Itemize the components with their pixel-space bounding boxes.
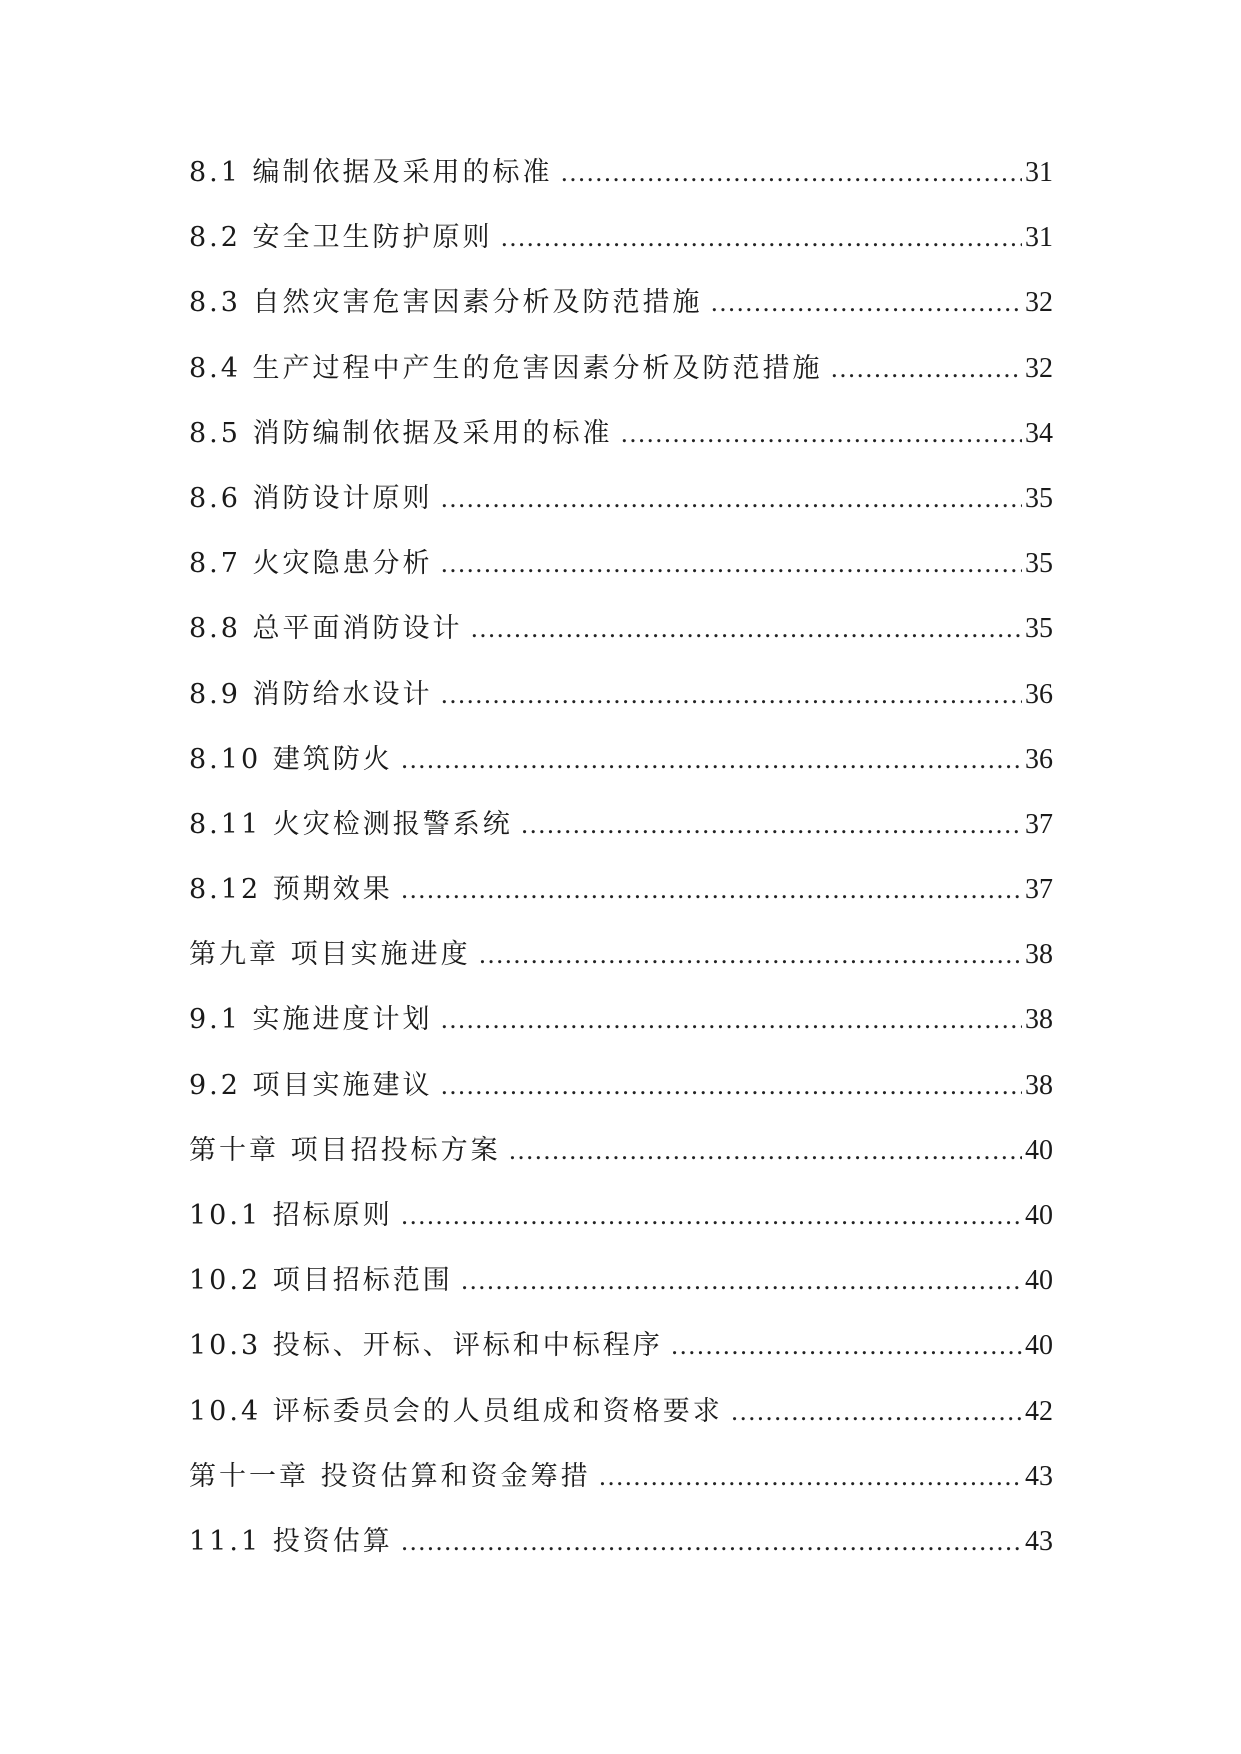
toc-dot-leader	[441, 1067, 1022, 1105]
toc-entry[interactable]	[189, 610, 1053, 675]
toc-page-number: 36	[1025, 678, 1053, 710]
toc-entry[interactable]	[189, 741, 1053, 806]
toc-entry-title: 8.7 火灾隐患分析	[189, 548, 433, 580]
toc-entry-title: 第九章 项目实施进度	[189, 939, 471, 971]
toc-entry[interactable]	[189, 806, 1053, 871]
toc-page-number: 40	[1025, 1200, 1053, 1231]
toc-dot-leader	[711, 284, 1022, 322]
toc-entry-title: 8.5 消防编制依据及采用的标准	[189, 417, 613, 449]
toc-entry-title: 9.2 项目实施建议	[189, 1069, 433, 1101]
toc-dot-leader	[461, 1262, 1022, 1300]
toc-page-number: 37	[1025, 808, 1053, 840]
toc-entry-title: 8.11 火灾检测报警系统	[189, 808, 513, 840]
toc-dot-leader	[401, 871, 1022, 909]
toc-page-number: 38	[1025, 1069, 1053, 1101]
toc-page-number: 31	[1025, 222, 1053, 254]
toc-entry-title: 10.3 投标、开标、评标和中标程序	[189, 1330, 663, 1362]
toc-dot-leader	[731, 1393, 1022, 1431]
toc-entry[interactable]	[189, 219, 1053, 284]
toc-entry[interactable]	[189, 284, 1053, 349]
toc-dot-leader	[441, 545, 1022, 583]
toc-entry-title: 8.9 消防给水设计	[189, 678, 433, 710]
toc-entry-title: 8.6 消防设计原则	[189, 482, 433, 514]
toc-page-number: 32	[1025, 352, 1053, 384]
toc-entry-title: 11.1 投资估算	[189, 1525, 393, 1557]
toc-page-number: 43	[1025, 1525, 1053, 1557]
toc-page-number: 36	[1025, 743, 1053, 775]
toc-dot-leader	[401, 1197, 1022, 1235]
toc-page-number: 38	[1025, 1004, 1053, 1036]
toc-dot-leader	[521, 806, 1022, 844]
toc-entry[interactable]	[189, 350, 1053, 415]
toc-page-number: 43	[1025, 1460, 1053, 1492]
toc-entry-title: 8.8 总平面消防设计	[189, 613, 463, 645]
toc-entry-title: 10.2 项目招标范围	[189, 1265, 453, 1297]
toc-entry[interactable]	[189, 1327, 1053, 1392]
toc-page-number: 35	[1025, 482, 1053, 514]
toc-entry[interactable]	[189, 1067, 1053, 1132]
toc-entry-title: 8.10 建筑防火	[189, 743, 393, 775]
table-of-contents	[189, 154, 1053, 1588]
toc-entry[interactable]	[189, 545, 1053, 610]
toc-entry[interactable]	[189, 676, 1053, 741]
toc-entry-title: 10.1 招标原则	[189, 1200, 393, 1231]
toc-entry[interactable]	[189, 415, 1053, 480]
toc-entry[interactable]	[189, 154, 1053, 219]
toc-page-number: 35	[1025, 613, 1053, 645]
toc-entry[interactable]	[189, 1132, 1053, 1197]
toc-entry[interactable]	[189, 1393, 1053, 1458]
toc-dot-leader	[599, 1458, 1022, 1496]
toc-page-number: 34	[1025, 417, 1053, 449]
toc-page-number: 40	[1025, 1265, 1053, 1297]
toc-page-number: 32	[1025, 287, 1053, 319]
toc-entry-title: 9.1 实施进度计划	[189, 1004, 433, 1036]
toc-dot-leader	[561, 154, 1022, 192]
toc-entry-title: 8.2 安全卫生防护原则	[189, 222, 493, 254]
toc-entry-title: 8.3 自然灾害危害因素分析及防范措施	[189, 287, 703, 319]
toc-entry-title: 8.1 编制依据及采用的标准	[189, 157, 553, 188]
toc-dot-leader	[671, 1327, 1022, 1365]
toc-entry[interactable]	[189, 1458, 1053, 1523]
toc-page-number: 40	[1025, 1134, 1053, 1166]
toc-page-number: 37	[1025, 874, 1053, 906]
toc-page-number: 31	[1025, 157, 1053, 188]
toc-dot-leader	[471, 610, 1022, 648]
toc-dot-leader	[401, 1523, 1022, 1561]
toc-dot-leader	[831, 350, 1022, 388]
toc-entry-title: 第十章 项目招投标方案	[189, 1134, 501, 1166]
toc-entry[interactable]	[189, 480, 1053, 545]
toc-dot-leader	[479, 936, 1022, 974]
toc-page-number: 42	[1025, 1395, 1053, 1427]
toc-entry[interactable]	[189, 1523, 1053, 1588]
toc-entry[interactable]	[189, 1001, 1053, 1066]
toc-entry-title: 8.12 预期效果	[189, 874, 393, 906]
toc-dot-leader	[441, 1001, 1022, 1039]
toc-entry[interactable]	[189, 1197, 1053, 1262]
toc-page-number: 35	[1025, 548, 1053, 580]
toc-dot-leader	[621, 415, 1022, 453]
toc-page-number: 40	[1025, 1330, 1053, 1362]
toc-page-number: 38	[1025, 939, 1053, 971]
toc-dot-leader	[501, 219, 1022, 257]
toc-entry[interactable]	[189, 871, 1053, 936]
toc-entry-title: 10.4 评标委员会的人员组成和资格要求	[189, 1395, 723, 1427]
toc-entry[interactable]	[189, 936, 1053, 1001]
toc-dot-leader	[441, 480, 1022, 518]
toc-dot-leader	[441, 676, 1022, 714]
toc-entry[interactable]	[189, 1262, 1053, 1327]
toc-dot-leader	[401, 741, 1022, 779]
toc-dot-leader	[509, 1132, 1022, 1170]
toc-entry-title: 第十一章 投资估算和资金筹措	[189, 1460, 591, 1492]
toc-entry-title: 8.4 生产过程中产生的危害因素分析及防范措施	[189, 352, 823, 384]
